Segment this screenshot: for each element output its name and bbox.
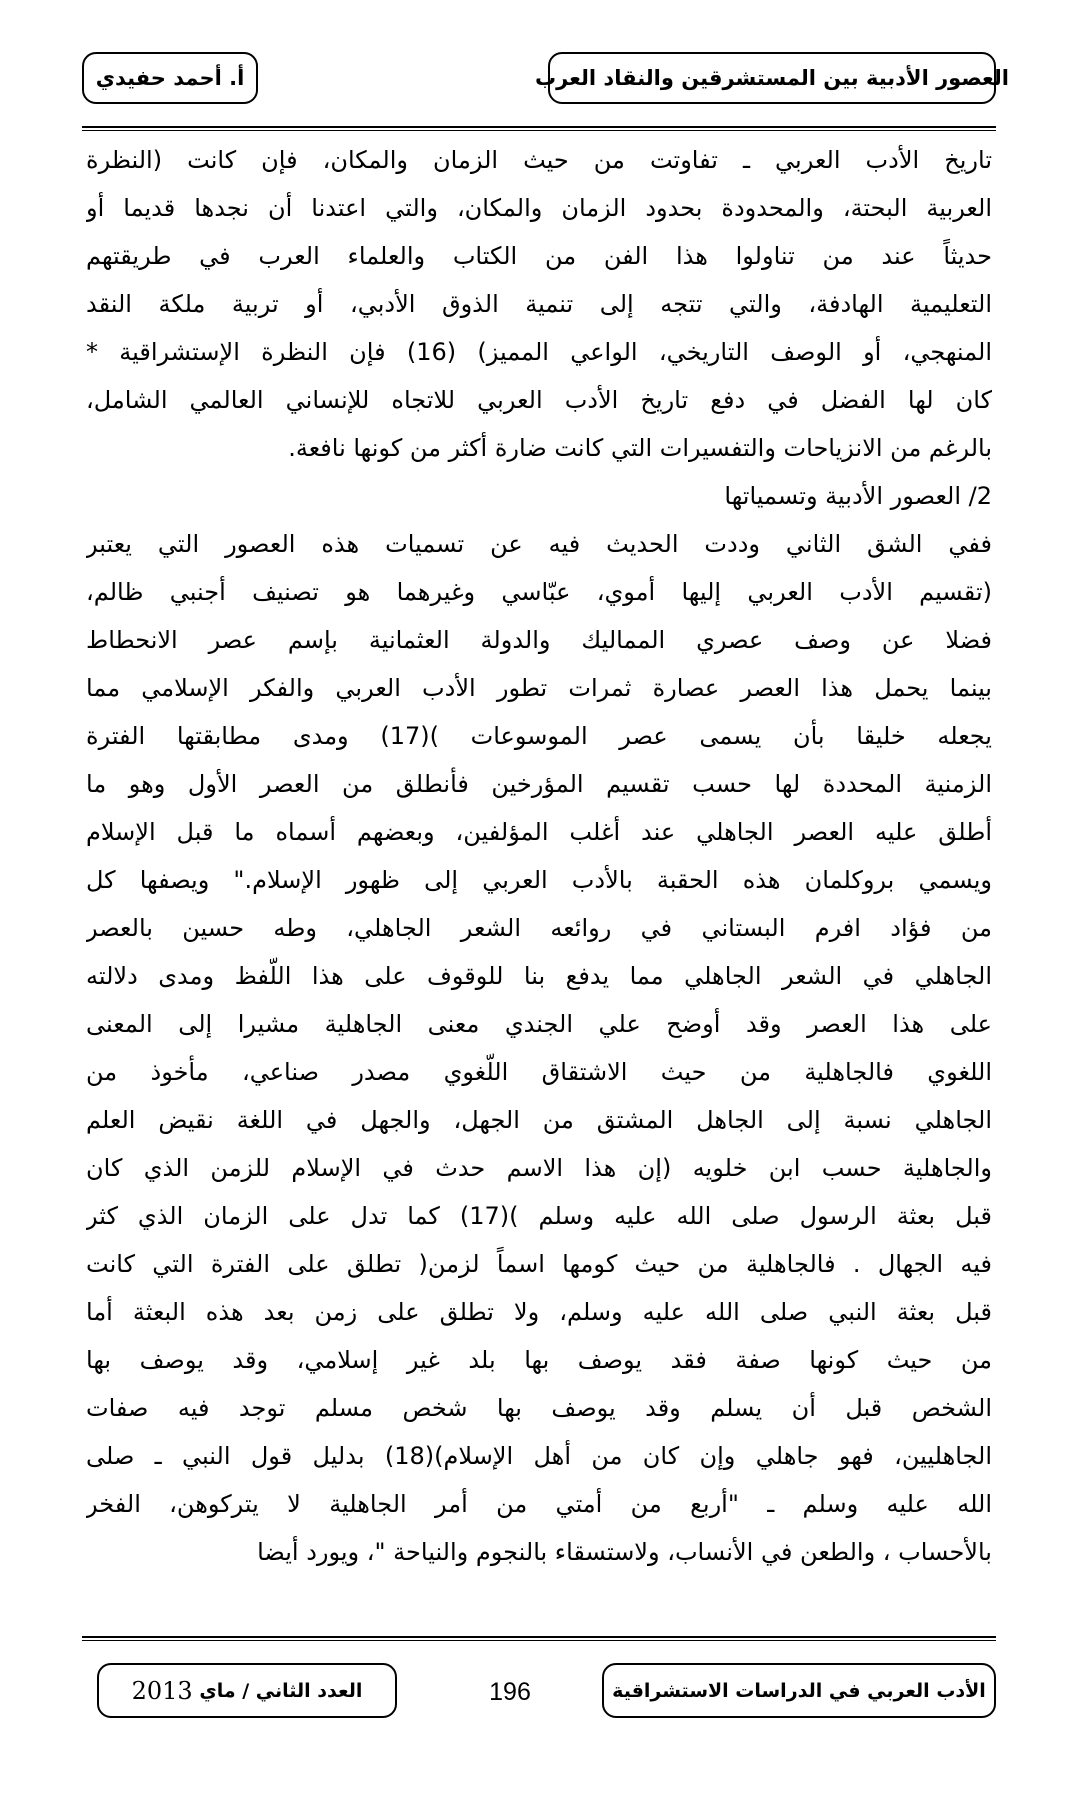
author-name: أ. أحمد حفيدي [95, 66, 245, 90]
issue-label: العدد الثاني / ماي [199, 1679, 363, 1702]
text-line: بالأحساب ، والطعن في الأنساب، ولاستسقاء بالنجوم والنياحة "، ويورد أيضا [257, 1538, 992, 1566]
header-rule [82, 126, 996, 128]
issue-box [97, 1663, 397, 1718]
text-line: يجعله خليقا بأن يسمى عصر الموسوعات )(17) ومدى مطابقتها الفترة [86, 722, 992, 750]
text-line: الله عليه وسلم ـ "أربع من أمتي من أمر الجاهلية لا يتركوهن، الفخر [86, 1490, 992, 1518]
text-line: قبل بعثة الرسول صلى الله عليه وسلم )(17) كما تدل على الزمان الذي كثر [86, 1202, 992, 1230]
text-line: حديثاً عند من تناولوا هذا الفن من الكتاب والعلماء العرب في طريقتهم [86, 242, 992, 270]
text-line: (تقسيم الأدب العربي إليها أموي، عبّاسي وغيرهما هو تصنيف أجنبي ظالم، [86, 578, 992, 606]
text-line: من فؤاد افرم البستاني في روائعه الشعر الجاهلي، وطه حسين بالعصر [86, 914, 992, 942]
page-number: 196 [489, 1678, 531, 1706]
text-line: فضلا عن وصف عصري المماليك والدولة العثمانية بإسم عصر الانحطاط [86, 626, 992, 654]
text-line: ففي الشق الثاني وددت الحديث فيه عن تسميات هذه العصور التي يعتبر [86, 530, 992, 558]
text-line: العربية البحتة، والمحدودة بحدود الزمان والمكان، والتي اعتدنا أن نجدها قديما أو [86, 194, 992, 222]
text-line: الجاهليين، فهو جاهلي وإن كان من أهل الإسلام)(18) بدليل قول النبي ـ صلى [86, 1442, 992, 1470]
header-rule-thin [82, 130, 996, 131]
text-line: الجاهلي نسبة إلى الجاهل المشتق من الجهل، والجهل في اللغة نقيض العلم [86, 1106, 992, 1134]
article-body [86, 136, 992, 1576]
text-line: قبل بعثة النبي صلى الله عليه وسلم، ولا تطلق على زمن بعد هذه البعثة أما [86, 1298, 992, 1326]
text-line: التعليمية الهادفة، والتي تتجه إلى تنمية الذوق الأدبي، أو تربية ملكة النقد [86, 290, 992, 318]
text-line: اللغوي فالجاهلية من حيث الاشتقاق اللّغوي مصدر صناعي، مأخوذ من [86, 1058, 992, 1086]
text-line: ويسمي بروكلمان هذه الحقبة بالأدب العربي إلى ظهور الإسلام." ويصفها كل [86, 866, 992, 894]
text-line: من حيث كونها صفة فقد يوصف بها بلد غير إسلامي، وقد يوصف بها [86, 1346, 992, 1374]
text-line: المنهجي، أو الوصف التاريخي، الواعي المميز) (16) فإن النظرة الإستشراقية * [86, 338, 992, 366]
text-line: والجاهلية حسب ابن خلويه (إن هذا الاسم حدث في الإسلام للزمن الذي كان [86, 1154, 992, 1182]
running-title-text: العصور الأدبية بين المستشرقين والنقاد العرب [535, 66, 1009, 90]
text-line: الجاهلي في الشعر الجاهلي مما يدفع بنا للوقوف على هذا اللّفظ ومدى دلالته [86, 962, 992, 990]
journal-name: الأدب العربي في الدراسات الاستشراقية [612, 1679, 986, 1702]
running-title [535, 52, 1009, 104]
text-line: بينما يحمل هذا العصر عصارة ثمرات تطور الأدب العربي والفكر الإسلامي مما [86, 674, 992, 702]
text-line: على هذا العصر وقد أوضح علي الجندي معنى الجاهلية مشيرا إلى المعنى [86, 1010, 992, 1038]
text-line: الزمنية المحددة لها حسب تقسيم المؤرخين فأنطلق من العصر الأول وهو ما [86, 770, 992, 798]
text-line: فيه الجهال . فالجاهلية من حيث كومها اسماً لزمن( تطلق على الفترة التي كانت [86, 1250, 992, 1278]
text-line: أطلق عليه العصر الجاهلي عند أغلب المؤلفين، وبعضهم أسماه ما قبل الإسلام [86, 818, 992, 846]
footer-rule [82, 1636, 996, 1638]
text-line: تاريخ الأدب العربي ـ تفاوتت من حيث الزمان والمكان، فإن كانت (النظرة [86, 146, 992, 174]
author-box [82, 52, 258, 104]
text-line: بالرغم من الانزياحات والتفسيرات التي كانت ضارة أكثر من كونها نافعة. [288, 434, 992, 462]
section-heading: 2/ العصور الأدبية وتسمياتها [724, 482, 992, 510]
text-line: كان لها الفضل في دفع تاريخ الأدب العربي للاتجاه للإنساني العالمي الشامل، [86, 386, 992, 414]
journal-name-box [602, 1663, 996, 1718]
footer-rule-thin [82, 1640, 996, 1641]
issue-year: 2013 [131, 1676, 193, 1705]
text-line: الشخص قبل أن يسلم وقد يوصف بها شخص مسلم توجد فيه صفات [86, 1394, 992, 1422]
